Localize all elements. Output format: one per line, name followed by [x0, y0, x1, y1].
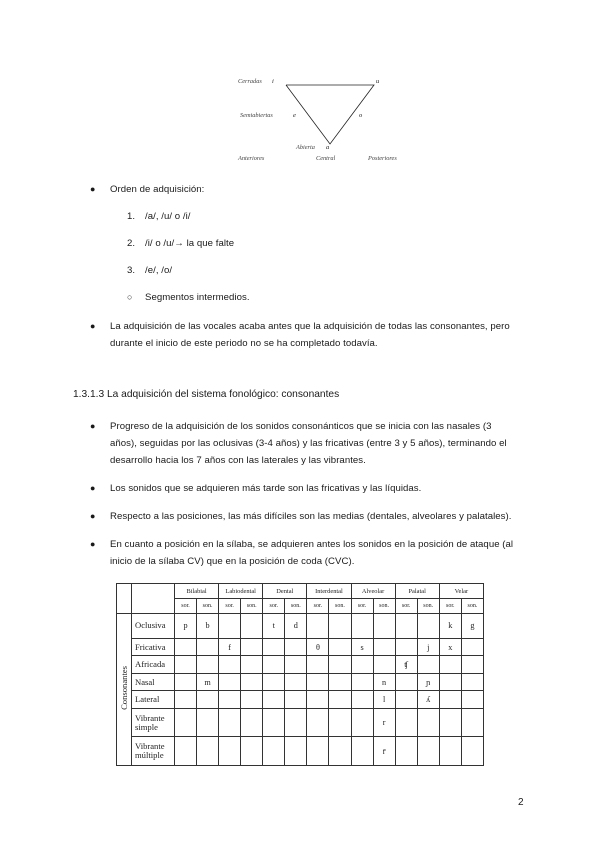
phoneme-cell: [241, 638, 263, 656]
phoneme-cell: [219, 656, 241, 674]
phoneme-cell: k: [439, 613, 461, 638]
phoneme-cell: [329, 613, 351, 638]
vowel-a: a: [326, 144, 330, 151]
phoneme-cell: d: [285, 613, 307, 638]
phoneme-cell: m: [197, 673, 219, 691]
corner-cell: [132, 584, 175, 599]
phoneme-cell: [197, 638, 219, 656]
manner-label: Vibrante múltiple: [132, 737, 175, 766]
place-header: Velar: [439, 584, 483, 599]
adquisicion-vocales-line-1: La adquisición de las vocales acaba antes que la adquisición de todas las consonantes, pero: [110, 321, 510, 332]
phoneme-cell: [263, 638, 285, 656]
voicing-header: sor.: [175, 599, 197, 613]
label-abierta: Abierta: [296, 144, 315, 151]
label-anteriores: Anteriores: [238, 155, 265, 162]
phoneme-cell: [219, 613, 241, 638]
phoneme-cell: [197, 691, 219, 709]
progreso-line-1: Progreso de la adquisición de los sonidos consonánticos que se inicia con las nasales (3: [110, 421, 492, 432]
list-item-3: /e/, /o/: [145, 265, 173, 276]
phoneme-cell: [241, 708, 263, 737]
place-header: Interdental: [307, 584, 351, 599]
phoneme-cell: [285, 656, 307, 674]
bullet-icon: ●: [90, 421, 96, 431]
phoneme-cell: [175, 691, 197, 709]
voicing-header: son.: [241, 599, 263, 613]
label-cerradas: Cerradas: [238, 78, 262, 85]
phoneme-cell: [175, 673, 197, 691]
phoneme-cell: ʧ: [395, 656, 417, 674]
list-item-2: /i/ o /u/→ la que falte: [145, 238, 235, 249]
phoneme-cell: [175, 737, 197, 766]
list-number-2: 2.: [127, 238, 136, 249]
corner-cell: [132, 599, 175, 613]
bullet-icon: ●: [90, 539, 96, 549]
phoneme-cell: [307, 737, 329, 766]
phoneme-cell: [197, 708, 219, 737]
voicing-header: son.: [197, 599, 219, 613]
phoneme-cell: [461, 656, 483, 674]
label-semiabiertas: Semiabiertas: [240, 112, 273, 119]
phoneme-cell: b: [197, 613, 219, 638]
segmentos-intermedios-text: Segmentos intermedios.: [145, 292, 250, 303]
phoneme-cell: [285, 638, 307, 656]
phoneme-cell: [351, 737, 373, 766]
phoneme-cell: [439, 673, 461, 691]
phoneme-cell: t: [263, 613, 285, 638]
phoneme-cell: [461, 638, 483, 656]
voicing-header: son.: [329, 599, 351, 613]
voicing-header: son.: [285, 599, 307, 613]
tarde-text: Los sonidos que se adquieren más tarde son las fricativas y las líquidas.: [110, 483, 422, 494]
phoneme-cell: [395, 638, 417, 656]
silaba-line-2: inicio de la sílaba CV) que en la posición de coda (CVC).: [110, 556, 355, 567]
table-row: [117, 737, 484, 766]
phoneme-cell: [417, 708, 439, 737]
phoneme-cell: [219, 673, 241, 691]
phoneme-cell: [175, 708, 197, 737]
manner-label: Africada: [132, 656, 175, 674]
phoneme-cell: [197, 656, 219, 674]
phoneme-cell: [219, 691, 241, 709]
vowel-e: e: [293, 112, 296, 119]
voicing-header: son.: [461, 599, 483, 613]
phoneme-cell: [263, 691, 285, 709]
bullet-icon: ●: [90, 321, 96, 331]
table-row: [117, 691, 484, 709]
phoneme-cell: [329, 638, 351, 656]
phoneme-cell: [461, 708, 483, 737]
phoneme-cell: [241, 613, 263, 638]
phoneme-cell: [307, 673, 329, 691]
table-row: [117, 656, 484, 674]
phoneme-cell: [329, 737, 351, 766]
vowel-u: u: [376, 78, 380, 85]
phoneme-cell: [417, 656, 439, 674]
place-header: Dental: [263, 584, 307, 599]
phoneme-cell: [329, 691, 351, 709]
table-header-row: [117, 584, 484, 599]
phoneme-cell: [307, 656, 329, 674]
phoneme-cell: s: [351, 638, 373, 656]
list-item-1: /a/, /u/ o /i/: [145, 211, 191, 222]
phoneme-cell: [219, 708, 241, 737]
phoneme-cell: [439, 656, 461, 674]
table-row: [117, 708, 484, 737]
phoneme-cell: r: [373, 708, 395, 737]
phoneme-cell: ʎ: [417, 691, 439, 709]
phoneme-cell: [439, 691, 461, 709]
voicing-header: son.: [373, 599, 395, 613]
table-row: [117, 673, 484, 691]
vowel-i: i: [272, 78, 274, 85]
phoneme-cell: [351, 691, 373, 709]
phoneme-cell: [351, 656, 373, 674]
corner-cell: [117, 584, 132, 599]
phoneme-cell: [263, 708, 285, 737]
phoneme-cell: [417, 737, 439, 766]
phoneme-cell: [461, 673, 483, 691]
voicing-header: sor.: [307, 599, 329, 613]
phoneme-cell: [241, 691, 263, 709]
manner-label: Fricativa: [132, 638, 175, 656]
phoneme-cell: p: [175, 613, 197, 638]
voicing-header: sor.: [395, 599, 417, 613]
place-header: Alveolar: [351, 584, 395, 599]
phoneme-cell: [285, 691, 307, 709]
phoneme-cell: [351, 613, 373, 638]
phoneme-cell: [329, 673, 351, 691]
phoneme-cell: [329, 708, 351, 737]
bullet-icon: ●: [90, 184, 96, 194]
phoneme-cell: [241, 656, 263, 674]
phoneme-cell: g: [461, 613, 483, 638]
phoneme-cell: [263, 656, 285, 674]
voicing-header: sor.: [439, 599, 461, 613]
section-heading: 1.3.1.3 La adquisición del sistema fonológico: consonantes: [73, 389, 340, 400]
phoneme-cell: [285, 708, 307, 737]
phoneme-cell: [373, 656, 395, 674]
place-header: Bilabial: [175, 584, 219, 599]
table-row: [117, 638, 484, 656]
voicing-header: sor.: [263, 599, 285, 613]
manner-label: Nasal: [132, 673, 175, 691]
phoneme-cell: [395, 691, 417, 709]
posiciones-text: Respecto a las posiciones, las más difíciles son las medias (dentales, alveolares y palatales).: [110, 511, 512, 522]
phoneme-cell: [395, 673, 417, 691]
manner-label: Lateral: [132, 691, 175, 709]
bullet-icon: ●: [90, 511, 96, 521]
progreso-line-3: desarrollo hacia los 7 años con las laterales y las vibrantes.: [110, 455, 366, 466]
phoneme-cell: f: [219, 638, 241, 656]
phoneme-cell: [285, 737, 307, 766]
hollow-bullet-icon: ○: [127, 292, 133, 302]
place-header: Labiodental: [219, 584, 263, 599]
phoneme-cell: [395, 613, 417, 638]
adquisicion-vocales-line-2: durante el inicio de este periodo no se ha completado todavía.: [110, 338, 378, 349]
phoneme-cell: [219, 737, 241, 766]
row-group-label: [117, 613, 132, 765]
phoneme-cell: [439, 708, 461, 737]
phoneme-cell: x: [439, 638, 461, 656]
label-posteriores: Posteriores: [368, 155, 397, 162]
phoneme-cell: [197, 737, 219, 766]
place-header: Palatal: [395, 584, 439, 599]
table-row: [117, 613, 484, 638]
label-central: Central: [316, 155, 336, 162]
phoneme-cell: [241, 673, 263, 691]
consonantes-label: Consonantes: [119, 666, 129, 711]
phoneme-cell: [373, 613, 395, 638]
list-number-1: 1.: [127, 211, 136, 222]
phoneme-cell: [263, 673, 285, 691]
phoneme-cell: [175, 656, 197, 674]
phoneme-cell: [395, 737, 417, 766]
phoneme-cell: [307, 691, 329, 709]
phoneme-cell: l: [373, 691, 395, 709]
voicing-header: son.: [417, 599, 439, 613]
voicing-header: sor.: [351, 599, 373, 613]
table-subheader-row: [117, 599, 484, 613]
phoneme-cell: [307, 708, 329, 737]
phoneme-cell: [373, 638, 395, 656]
phoneme-cell: [175, 638, 197, 656]
orden-adquisicion-text: Orden de adquisición:: [110, 184, 205, 195]
phoneme-cell: r̄: [373, 737, 395, 766]
phoneme-cell: [439, 737, 461, 766]
progreso-line-2: años), seguidas por las oclusivas (3-4 años) y las fricativas (entre 3 y 5 años), terminando el: [110, 438, 507, 449]
phoneme-cell: [461, 691, 483, 709]
phoneme-cell: [351, 673, 373, 691]
phoneme-cell: n: [373, 673, 395, 691]
phoneme-cell: [417, 613, 439, 638]
vowel-triangle-diagram: [232, 74, 408, 166]
list-number-3: 3.: [127, 265, 136, 276]
page-number: 2: [518, 797, 524, 808]
voicing-header: sor.: [219, 599, 241, 613]
manner-label: Oclusiva: [132, 613, 175, 638]
consonant-table: [116, 583, 484, 766]
vowel-o: o: [359, 112, 363, 119]
silaba-line-1: En cuanto a posición en la sílaba, se adquieren antes los sonidos en la posición de ataque (al: [110, 539, 514, 550]
phoneme-cell: θ: [307, 638, 329, 656]
phoneme-cell: [285, 673, 307, 691]
phoneme-cell: [241, 737, 263, 766]
phoneme-cell: [329, 656, 351, 674]
phoneme-cell: [307, 613, 329, 638]
phoneme-cell: [351, 708, 373, 737]
phoneme-cell: [263, 737, 285, 766]
phoneme-cell: [395, 708, 417, 737]
corner-cell: [117, 599, 132, 613]
phoneme-cell: ɲ: [417, 673, 439, 691]
bullet-icon: ●: [90, 483, 96, 493]
phoneme-cell: [461, 737, 483, 766]
manner-label: Vibrante simple: [132, 708, 175, 737]
phoneme-cell: j: [417, 638, 439, 656]
